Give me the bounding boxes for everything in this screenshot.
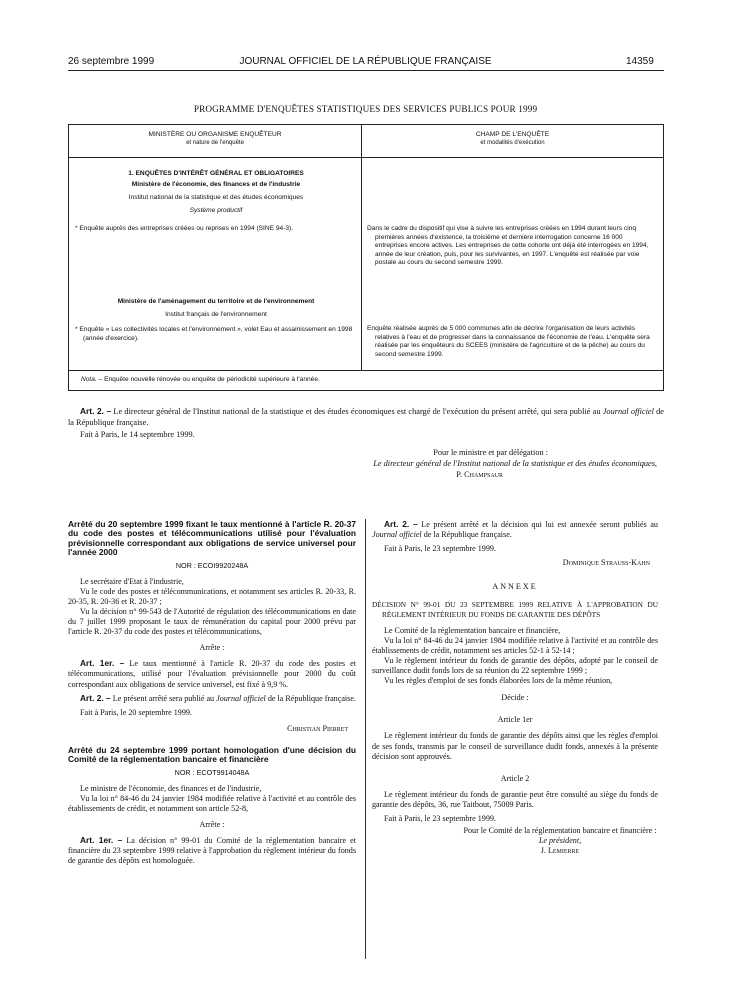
decision-title: DÉCISION N° 99-01 DU 23 SEPTEMBRE 1999 RELATIVE À L'APPROBATION DU RÈGLEMENT INTÉRIEUR DU FONDS DE GARANTIE DES DÉPÔTS bbox=[372, 600, 658, 620]
right-fait: Fait à Paris, le 23 septembre 1999. bbox=[384, 544, 496, 554]
table-survey-2-description: Enquête réalisée auprès de 5 000 communes afin de décrire l'organisation de leurs activités relatives à l'eau et de progresser dans la connaissance de l'économie de l'eau. L'enquête sera réalisée par les enquêteurs du SCEES (ministère de l'agriculture et de la pêche) au cours du second semestre 1999. bbox=[367, 325, 650, 358]
article-1-heading: Article 1er bbox=[497, 715, 533, 725]
decision-signature-name: J. Lemierre bbox=[540, 846, 580, 856]
right-column bbox=[372, 520, 658, 856]
top-signature-name: P. Champsaur bbox=[456, 470, 503, 479]
arrete-1-arrete: Arrête : bbox=[199, 643, 225, 653]
left-column bbox=[68, 520, 356, 867]
decision-p3: Vu le règlement intérieur du fonds de garantie des dépôts, adopté par le conseil de surveillance dudit fonds lors de sa réunion du 22 septembre 1999 ; bbox=[372, 655, 658, 676]
right-signature: Dominique Strauss-Kahn bbox=[562, 558, 650, 568]
survey-table bbox=[68, 124, 664, 391]
header-journal-title: JOURNAL OFFICIEL DE LA RÉPUBLIQUE FRANÇAISE bbox=[239, 56, 492, 67]
arrete-2-nor: NOR : ECOT9914048A bbox=[174, 767, 250, 777]
article-1-text: Le règlement intérieur du fonds de garantie des dépôts ainsi que les règles d'emploi de ses fonds, transmis par le conseil de surveillance dudit fonds, annexés à la présente décision sont approuvés. bbox=[372, 731, 658, 761]
arrete-2-p2: Vu la loi n° 84-46 du 24 janvier 1984 modifiée relative à l'activité et au contrôle des établissements de crédit, et notamment son article 52-8, bbox=[68, 793, 356, 814]
arrete-2-title: Arrêté du 24 septembre 1999 portant homologation d'une décision du Comité de la réglementation bancaire et financière bbox=[68, 744, 356, 765]
table-ministry-2: Ministère de l'aménagement du territoire et de l'environnement bbox=[117, 298, 315, 305]
arrete-1-title: Arrêté du 20 septembre 1999 fixant le taux mentionné à l'article R. 20-37 du code des postes et télécommunications utilisé pour l'évaluation prévisionnelle correspondant aux obligations de service universel pour l'année 2000 bbox=[68, 519, 356, 558]
table-note: Nota. – Enquête nouvelle rénovée ou enquête de périodicité supérieure à l'année. bbox=[81, 376, 320, 383]
column-divider bbox=[365, 519, 366, 959]
arrete-1-p3: Vu la décision n° 99-543 de l'Autorité de régulation des télécommunications en date du 7 juillet 1999 proposant le taux de rémunération du capital pour 2000 prévu par l'article R. 20-37 du code des postes et télécommunications, bbox=[68, 607, 356, 637]
table-header-divider bbox=[69, 157, 663, 158]
decision-signature-line2: Le président, bbox=[538, 836, 582, 846]
annexe-heading: ANNEXE bbox=[492, 582, 538, 592]
arrete-1-art2: Art. 2. – Le présent arrêté sera publié au Journal officiel de la République française. bbox=[80, 692, 356, 703]
article-2-text: Le règlement intérieur du fonds de garantie peut être consulté au siège du fonds de garantie des dépôts, 36, rue Taitbout, 75009 Paris. bbox=[372, 789, 658, 809]
top-signature-line2: Le directeur général de l'Institut national de la statistique et des études économiques, bbox=[373, 459, 657, 468]
table-note-divider bbox=[69, 370, 663, 371]
table-system-1: Système productif bbox=[189, 207, 243, 214]
arrete-1-p1: Le secrétaire d'Etat à l'industrie, bbox=[80, 576, 184, 586]
table-survey-1-description: Dans le cadre du dispositif qui vise à suivre les entreprises créées en 1994 durant leurs cinq premières années d'existence, la troisième et dernière interrogation concerne 16 000 entreprises encore actives. Les entreprises de cette cohorte ont déjà été interrogées en 1994, année de leur création, puis, pour les survivantes, en 1997. L'enquête est réalisée par voie postale au cours du second semestre 1999. bbox=[367, 225, 649, 267]
table-header-col2: CHAMP DE L'ENQUÊTE et modalités d'exécution bbox=[475, 131, 550, 146]
top-signature-line1: Pour le ministre et par délégation : bbox=[433, 448, 548, 457]
arrete-1-fait: Fait à Paris, le 20 septembre 1999. bbox=[80, 707, 192, 717]
arrete-1-art1: Art. 1er. – Le taux mentionné à l'article R. 20-37 du code des postes et télécommunications, utilisé pour l'évaluation prévisionnelle pour 2000 du coût correspondant aux obligations de service universel, est fixé à 9,9 %. bbox=[68, 658, 356, 689]
arrete-1-p2: Vu le code des postes et télécommunications, et notamment ses articles R. 20-33, R. 20-35, R. 20-36 et R. 20-37 ; bbox=[68, 586, 356, 606]
top-fait-a-paris: Fait à Paris, le 14 septembre 1999. bbox=[80, 430, 195, 440]
programme-title: PROGRAMME D'ENQUÊTES STATISTIQUES DES SERVICES PUBLICS POUR 1999 bbox=[193, 104, 538, 114]
arrete-2-arrete: Arrête : bbox=[199, 820, 225, 830]
arrete-1-nor: NOR : ECOI9920248A bbox=[175, 560, 249, 570]
table-institute-2: Institut français de l'environnement bbox=[165, 311, 267, 318]
top-article-2: Art. 2. – Le directeur général de l'Institut national de la statistique et des études économiques est chargé de l'exécution du présent arrêté, qui sera publié au Journal officiel de la République française. Fait à Paris, le 14 septembre 1999. bbox=[68, 406, 664, 440]
table-survey-1: * Enquête auprès des entreprises créées ou reprises en 1994 (SINE 94-3). bbox=[75, 225, 294, 232]
decision-p4: Vu les règles d'emploi de ses fonds élaborées lors de la même réunion, bbox=[384, 676, 613, 686]
decision-signature-line1: Pour le Comité de la réglementation bancaire et financière : bbox=[463, 826, 657, 836]
decision-p2: Vu la loi n° 84-46 du 24 janvier 1984 modifiée relative à l'activité et au contrôle des établissements de crédit, notamment ses articles 52-1 à 52-14 ; bbox=[372, 635, 658, 655]
arrete-2-art1: Art. 1er. – La décision n° 99-01 du Comité de la réglementation bancaire et financière du 23 septembre 1999 relative à l'approbation du règlement intérieur du fonds de garantie des dépôts est homologuée. bbox=[68, 835, 356, 866]
article-2-heading: Article 2 bbox=[500, 773, 530, 783]
header-date: 26 septembre 1999 bbox=[68, 56, 155, 67]
arrete-1-signature: Christian Pierret bbox=[287, 723, 348, 733]
decision-fait: Fait à Paris, le 23 septembre 1999. bbox=[384, 813, 496, 823]
table-header-col1: MINISTÈRE OU ORGANISME ENQUÊTEUR et nature de l'enquête bbox=[148, 131, 282, 146]
decision-p1: Le Comité de la réglementation bancaire et financière, bbox=[384, 625, 561, 635]
table-section-title: 1. ENQUÊTES D'INTÉRÊT GÉNÉRAL ET OBLIGATOIRES bbox=[128, 170, 304, 177]
table-ministry-1: Ministère de l'économie, des finances et de l'industrie bbox=[131, 181, 301, 188]
decision-decide: Décide : bbox=[501, 693, 529, 703]
arrete-2-p1: Le ministre de l'économie, des finances et de l'industrie, bbox=[80, 783, 262, 793]
right-art2: Art. 2. – Le présent arrêté et la décision qui lui est annexée seront publiés au Journal officiel de la République française. bbox=[372, 519, 658, 540]
table-institute-1: Institut national de la statistique et des études économiques bbox=[128, 194, 304, 201]
header-rule bbox=[68, 70, 664, 71]
header-page-number: 14359 bbox=[626, 56, 654, 67]
table-survey-2: * Enquête « Les collectivités locales et l'environnement », volet Eau et assainissement en 1998 (année d'exercice). bbox=[75, 326, 353, 342]
